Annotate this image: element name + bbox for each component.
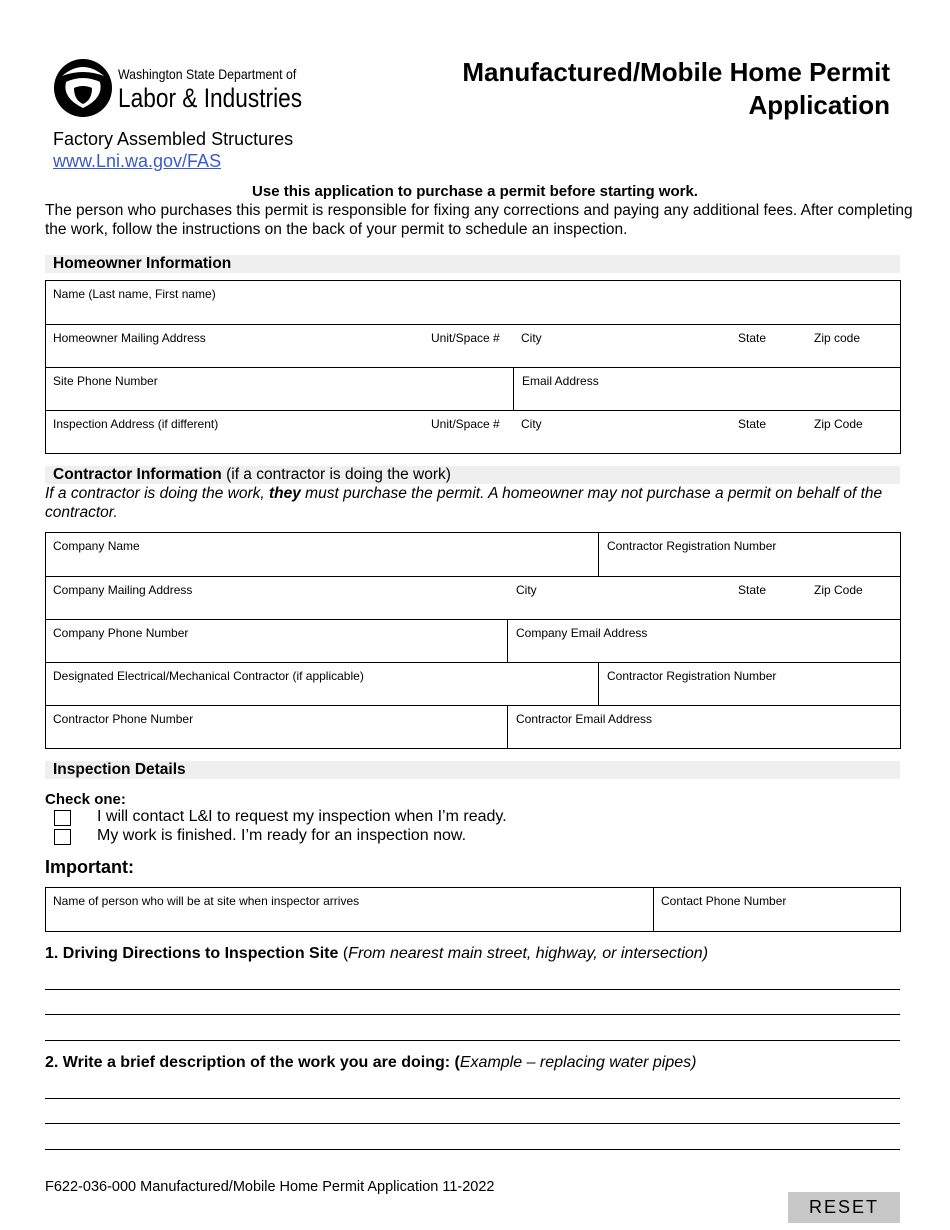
company-state-field[interactable]	[730, 577, 806, 619]
description-line-1[interactable]	[45, 1098, 900, 1099]
inspection-section-heading: Inspection Details	[45, 761, 900, 779]
contractor-note-emphasis: they	[269, 485, 301, 502]
work-description-title: 2. Write a brief description of the work you are doing: (	[45, 1054, 460, 1071]
homeowner-name-label: Name (Last name, First name)	[53, 287, 216, 301]
contractor-heading-text: Contractor Information	[53, 466, 222, 483]
company-address-label: Company Mailing Address	[53, 583, 193, 597]
driving-directions-title: 1. Driving Directions to Inspection Site	[45, 945, 339, 962]
work-description-hint: Example – replacing water pipes)	[459, 1054, 697, 1071]
company-state-label: State	[738, 583, 767, 597]
contractor-table	[45, 532, 901, 749]
inspection-city-field[interactable]	[514, 411, 730, 453]
inspection-zip-label: Zip Code	[814, 417, 863, 431]
company-email-field[interactable]	[507, 620, 900, 662]
company-contact-row	[46, 619, 900, 662]
division-name: Factory Assembled Structures	[53, 129, 294, 149]
contact-later-label: I will contact L&I to request my inspection when I’m ready.	[97, 808, 507, 825]
designated-reg-number-field[interactable]	[598, 663, 900, 705]
check-one-label: Check one:	[45, 791, 126, 808]
site-contact-row	[46, 888, 900, 931]
homeowner-city-field[interactable]	[514, 325, 730, 367]
agency-logo-icon	[52, 54, 114, 118]
designated-contractor-field[interactable]	[46, 663, 599, 705]
company-address-row	[46, 576, 900, 619]
contractor-note	[45, 484, 915, 522]
contractor-email-field[interactable]	[507, 706, 900, 748]
company-name-field[interactable]	[46, 533, 599, 576]
contractor-note-post: must purchase the permit. A homeowner may not purchase a permit on behalf of the contractor.	[45, 485, 883, 521]
company-zip-label: Zip Code	[814, 583, 863, 597]
logo-agency-name: Labor & Industries	[118, 83, 303, 113]
homeowner-name-row	[46, 281, 900, 324]
homeowner-address-field[interactable]	[46, 325, 514, 367]
homeowner-section-heading: Homeowner Information	[45, 255, 900, 273]
inspection-state-field[interactable]	[730, 411, 806, 453]
description-line-2[interactable]	[45, 1123, 900, 1124]
inspection-address-row	[46, 410, 900, 453]
contractor-reg-number-field[interactable]	[598, 533, 900, 576]
contractor-section-heading	[45, 466, 900, 484]
directions-line-2[interactable]	[45, 1014, 900, 1015]
homeowner-city-label: City	[521, 331, 542, 345]
directions-line-3[interactable]	[45, 1040, 900, 1041]
company-phone-label: Company Phone Number	[53, 626, 189, 640]
reset-button[interactable]: RESET	[788, 1192, 900, 1223]
driving-directions-question	[45, 945, 708, 963]
company-zip-field[interactable]	[806, 577, 900, 619]
company-name-label: Company Name	[53, 539, 140, 553]
intro-instruction: Use this application to purchase a permit before starting work.	[252, 183, 698, 200]
logo-department-text: Washington State Department of	[118, 66, 297, 82]
inspection-address-field[interactable]	[46, 411, 514, 453]
homeowner-email-label: Email Address	[522, 374, 599, 388]
homeowner-state-label: State	[738, 331, 767, 345]
intro-text: The person who purchases this permit is responsible for fixing any corrections and paying any additional fees. After completing the work, follow the instructions on the back of your permit to schedule an inspection.	[45, 202, 913, 238]
site-contact-table	[45, 887, 901, 932]
site-phone-label: Site Phone Number	[53, 374, 158, 388]
site-person-name-label: Name of person who will be at site when inspector arrives	[53, 894, 360, 908]
company-address-field[interactable]	[46, 577, 508, 619]
contractor-note-pre: If a contractor is doing the work,	[45, 485, 269, 502]
inspection-address-label: Inspection Address (if different)	[53, 417, 219, 431]
contractor-phone-label: Contractor Phone Number	[53, 712, 194, 726]
title-line-1: Manufactured/Mobile Home Permit	[462, 57, 890, 87]
inspection-state-label: State	[738, 417, 767, 431]
homeowner-unit-label: Unit/Space #	[431, 331, 500, 345]
ready-now-checkbox[interactable]	[54, 829, 71, 845]
page-title	[370, 56, 890, 122]
designated-contractor-label: Designated Electrical/Mechanical Contractor (if applicable)	[53, 669, 364, 683]
homeowner-state-field[interactable]	[730, 325, 806, 367]
company-email-label: Company Email Address	[516, 626, 648, 640]
designated-contractor-row	[46, 662, 900, 705]
directions-line-1[interactable]	[45, 989, 900, 990]
inspection-zip-field[interactable]	[806, 411, 900, 453]
work-description-question	[45, 1054, 696, 1072]
homeowner-zip-field[interactable]	[806, 325, 900, 367]
contractor-heading-note: (if a contractor is doing the work)	[221, 466, 451, 483]
site-phone-field[interactable]	[46, 368, 514, 410]
ready-now-label: My work is finished. I’m ready for an inspection now.	[97, 827, 467, 844]
homeowner-zip-label: Zip code	[814, 331, 861, 345]
homeowner-address-label: Homeowner Mailing Address	[53, 331, 206, 345]
contractor-reg-number-label: Contractor Registration Number	[607, 539, 777, 553]
contact-phone-label: Contact Phone Number	[661, 894, 787, 908]
homeowner-contact-row	[46, 367, 900, 410]
driving-directions-hint: From nearest main street, highway, or intersection)	[348, 945, 709, 962]
company-city-field[interactable]	[508, 577, 730, 619]
important-heading: Important:	[45, 857, 134, 877]
inspection-city-label: City	[521, 417, 542, 431]
inspection-unit-label: Unit/Space #	[431, 417, 500, 431]
contractor-contact-row	[46, 705, 900, 748]
title-line-2: Application	[748, 90, 890, 120]
designated-reg-number-label: Contractor Registration Number	[607, 669, 777, 683]
fas-website-link[interactable]: www.Lni.wa.gov/FAS	[53, 151, 222, 171]
company-city-label: City	[516, 583, 537, 597]
homeowner-email-field[interactable]	[513, 368, 900, 410]
homeowner-table	[45, 280, 901, 454]
description-line-3[interactable]	[45, 1149, 900, 1150]
homeowner-name-field[interactable]	[46, 281, 900, 324]
site-person-name-field[interactable]	[46, 888, 654, 931]
form-id-footer: F622-036-000 Manufactured/Mobile Home Permit Application 11-2022	[45, 1179, 495, 1195]
agency-logo	[52, 54, 320, 118]
company-phone-field[interactable]	[46, 620, 508, 662]
homeowner-address-row	[46, 324, 900, 367]
company-name-row	[46, 533, 900, 576]
contact-phone-field[interactable]	[653, 888, 900, 931]
contractor-phone-field[interactable]	[46, 706, 508, 748]
contractor-email-label: Contractor Email Address	[516, 712, 653, 726]
contact-later-checkbox[interactable]	[54, 810, 71, 826]
driving-directions-paren: (	[338, 945, 349, 962]
